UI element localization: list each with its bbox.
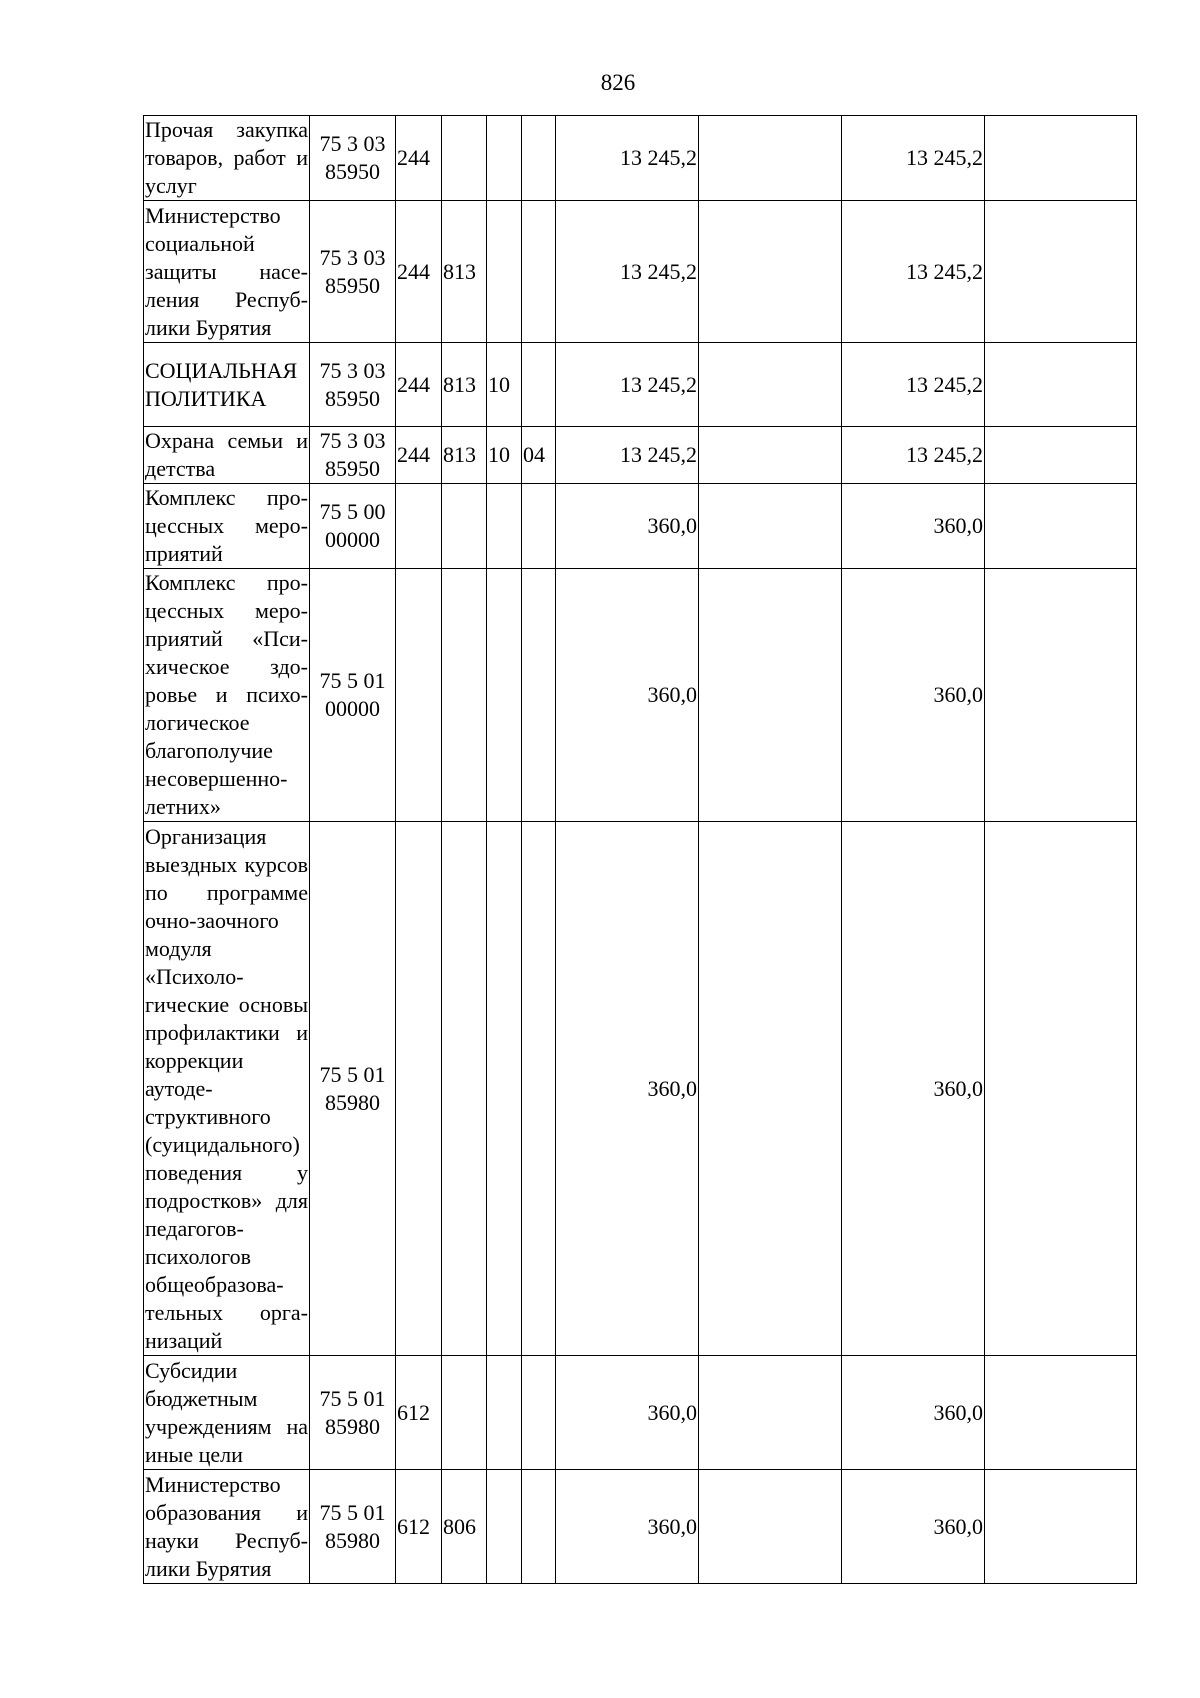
- row-rz-code: 10: [487, 343, 522, 427]
- row-vr-code: [396, 569, 442, 822]
- row-csr-code: 75 3 03 85950: [310, 343, 396, 427]
- row-amount-4: [985, 1356, 1137, 1470]
- row-csr-code: 75 3 03 85950: [310, 116, 396, 201]
- table-row: [144, 343, 1137, 427]
- row-csr-code: 75 3 03 85950: [310, 427, 396, 484]
- row-amount-3: 360,0: [842, 569, 985, 822]
- row-name: Субсидии бюджетным учреждениям на иные цели: [144, 1356, 310, 1470]
- row-name: Организация выездных курсов по программе очно-заочного модуля «Психологические основы профилактики и коррекции аутодеструктивного (суицидального) поведения у подростков» для педагогов-психологов общеобразовательных организаций: [144, 822, 310, 1356]
- row-amount-3: 13 245,2: [842, 427, 985, 484]
- row-name: Прочая закупка товаров, работ и услуг: [144, 116, 310, 201]
- row-amount-1: 360,0: [556, 1470, 699, 1584]
- row-amount-3: 13 245,2: [842, 343, 985, 427]
- row-rz-code: [487, 484, 522, 569]
- row-amount-3: 360,0: [842, 1470, 985, 1584]
- row-vr-code: 244: [396, 201, 442, 343]
- row-grbs-code: [442, 116, 487, 201]
- row-amount-3: 360,0: [842, 1356, 985, 1470]
- row-amount-4: [985, 201, 1137, 343]
- row-amount-1: 13 245,2: [556, 201, 699, 343]
- table-row: [144, 822, 1137, 1356]
- row-csr-code: 75 3 03 85950: [310, 201, 396, 343]
- row-vr-code: 244: [396, 116, 442, 201]
- table-row: [144, 116, 1137, 201]
- row-grbs-code: [442, 822, 487, 1356]
- row-vr-code: 244: [396, 343, 442, 427]
- row-name: Министерство образования и науки Республики Бурятия: [144, 1470, 310, 1584]
- row-grbs-code: 813: [442, 201, 487, 343]
- row-amount-1: 360,0: [556, 1356, 699, 1470]
- page-number: 826: [600, 70, 636, 95]
- row-rz-code: [487, 822, 522, 1356]
- row-amount-1: 360,0: [556, 484, 699, 569]
- row-amount-2: [699, 822, 842, 1356]
- row-pr-code: [522, 569, 556, 822]
- row-name: Министерство социальной защиты населения Республики Бурятия: [144, 201, 310, 343]
- row-amount-3: 13 245,2: [842, 201, 985, 343]
- row-amount-2: [699, 569, 842, 822]
- row-amount-3: 13 245,2: [842, 116, 985, 201]
- row-vr-code: [396, 822, 442, 1356]
- table-row: [144, 484, 1137, 569]
- row-grbs-code: 806: [442, 1470, 487, 1584]
- table-row: [144, 427, 1137, 484]
- row-grbs-code: [442, 484, 487, 569]
- row-amount-1: 360,0: [556, 569, 699, 822]
- row-amount-1: 13 245,2: [556, 116, 699, 201]
- row-pr-code: [522, 1470, 556, 1584]
- table-row: [144, 569, 1137, 822]
- row-vr-code: 612: [396, 1470, 442, 1584]
- row-rz-code: 10: [487, 427, 522, 484]
- row-pr-code: [522, 116, 556, 201]
- row-grbs-code: [442, 1356, 487, 1470]
- row-amount-2: [699, 116, 842, 201]
- table-row: [144, 1356, 1137, 1470]
- row-csr-code: 75 5 00 00000: [310, 484, 396, 569]
- budget-table: [143, 115, 1137, 1584]
- row-amount-4: [985, 822, 1137, 1356]
- row-amount-1: 13 245,2: [556, 427, 699, 484]
- row-amount-4: [985, 569, 1137, 822]
- row-name: Комплекс процессных мероприятий: [144, 484, 310, 569]
- row-pr-code: 04: [522, 427, 556, 484]
- row-amount-2: [699, 484, 842, 569]
- table-row: [144, 1470, 1137, 1584]
- row-rz-code: [487, 569, 522, 822]
- row-amount-1: 360,0: [556, 822, 699, 1356]
- row-csr-code: 75 5 01 85980: [310, 1356, 396, 1470]
- row-pr-code: [522, 201, 556, 343]
- row-pr-code: [522, 343, 556, 427]
- row-pr-code: [522, 822, 556, 1356]
- row-rz-code: [487, 1470, 522, 1584]
- row-amount-2: [699, 201, 842, 343]
- row-csr-code: 75 5 01 85980: [310, 1470, 396, 1584]
- row-vr-code: 244: [396, 427, 442, 484]
- row-grbs-code: 813: [442, 343, 487, 427]
- row-amount-2: [699, 343, 842, 427]
- row-csr-code: 75 5 01 85980: [310, 822, 396, 1356]
- row-vr-code: [396, 484, 442, 569]
- row-name: Комплекс процессных мероприятий «Психическое здоровье и психологическое благополучие несовершеннолетних»: [144, 569, 310, 822]
- row-amount-4: [985, 484, 1137, 569]
- row-vr-code: 612: [396, 1356, 442, 1470]
- row-amount-3: 360,0: [842, 484, 985, 569]
- row-amount-4: [985, 343, 1137, 427]
- row-pr-code: [522, 1356, 556, 1470]
- row-amount-2: [699, 1470, 842, 1584]
- row-amount-4: [985, 116, 1137, 201]
- row-amount-2: [699, 1356, 842, 1470]
- row-grbs-code: [442, 569, 487, 822]
- row-amount-4: [985, 1470, 1137, 1584]
- row-name: Охрана семьи и детства: [144, 427, 310, 484]
- row-name: СОЦИАЛЬНАЯ ПОЛИТИКА: [144, 343, 310, 427]
- row-pr-code: [522, 484, 556, 569]
- row-rz-code: [487, 1356, 522, 1470]
- row-rz-code: [487, 201, 522, 343]
- row-rz-code: [487, 116, 522, 201]
- row-amount-4: [985, 427, 1137, 484]
- row-amount-2: [699, 427, 842, 484]
- row-amount-3: 360,0: [842, 822, 985, 1356]
- row-grbs-code: 813: [442, 427, 487, 484]
- table-row: [144, 201, 1137, 343]
- row-amount-1: 13 245,2: [556, 343, 699, 427]
- row-csr-code: 75 5 01 00000: [310, 569, 396, 822]
